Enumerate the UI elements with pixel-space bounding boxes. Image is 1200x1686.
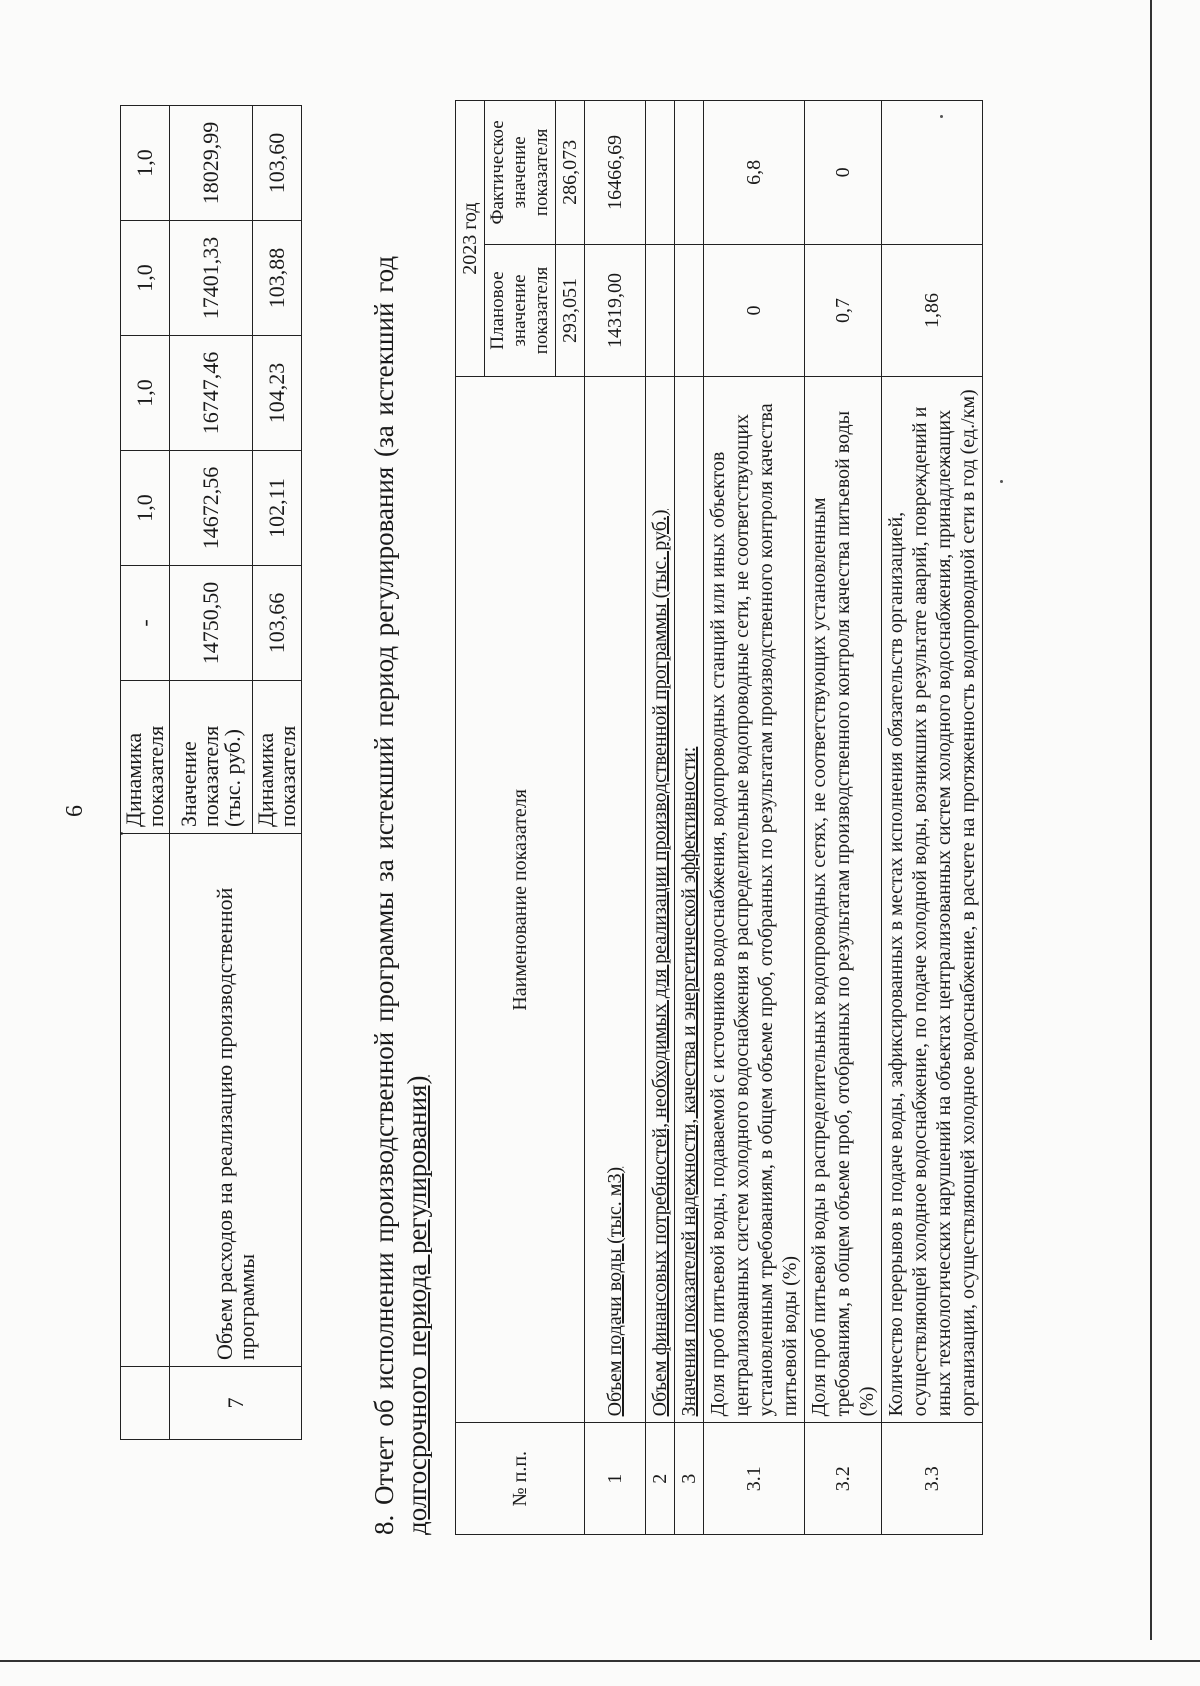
table-row — [882, 101, 983, 1535]
expense-value: 14672,56 — [170, 451, 253, 566]
table-header-row — [456, 101, 485, 1535]
value-label: Значение показателя (тыс. руб.) — [170, 681, 253, 834]
dynamics-value: - — [121, 566, 170, 681]
dynamics-label: Динамика показателя — [253, 681, 302, 834]
header-name: Наименование показателя — [456, 377, 585, 1423]
row-number: 1 — [585, 1423, 646, 1535]
section-title — [368, 115, 434, 1535]
fact-value — [646, 101, 675, 245]
dynamics-value: 1,0 — [121, 106, 170, 221]
fact-value: 286,073 — [556, 101, 585, 245]
scan-edge-right — [1150, 0, 1152, 1640]
expenses-table — [120, 105, 302, 1440]
dynamics-value: 103,60 — [253, 106, 302, 221]
header-plan: Плановое значение показателя — [485, 244, 556, 376]
fact-value — [675, 101, 704, 245]
expense-value: 14750,50 — [170, 566, 253, 681]
row-label: Объем расходов на реализацию производственной программы — [170, 834, 302, 1367]
row-name: Количество перерывов в подаче воды, зафиксированных в местах исполнения обязательств организацией, осуществляющей холодное водоснабжение, по подаче холодной воды, возникших в результате аварий, повреждений и иных технологических нарушений на объектах централизованных систем холодного водоснабжения, принадлежащих организации, осуществляющей холодное водоснабжение, в расчете на протяженность водопроводной сети в год (ед./км) — [882, 377, 983, 1423]
fact-value: 6,8 — [704, 101, 805, 245]
dynamics-label: Динамика показателя — [121, 681, 170, 834]
dynamics-value: 103,66 — [253, 566, 302, 681]
table-row — [121, 106, 170, 1440]
plan-value — [646, 244, 675, 376]
plan-value: 0 — [704, 244, 805, 376]
section-title-line2: долгосрочного периода регулирования) — [402, 1075, 432, 1535]
dynamics-value: 103,88 — [253, 221, 302, 336]
row-number: 3.3 — [882, 1423, 983, 1535]
plan-value: 14319,00 — [585, 244, 646, 376]
table-row — [704, 101, 805, 1535]
row-number: 3 — [675, 1423, 704, 1535]
row-name: Объем подачи воды (тыс. м3) — [585, 377, 646, 1423]
rotated-document — [50, 65, 1150, 1565]
dynamics-value: 102,11 — [253, 451, 302, 566]
table-row — [646, 101, 675, 1535]
row-number: 3.1 — [704, 1423, 805, 1535]
report-table — [455, 100, 983, 1535]
header-fact: Фактическое значение показателя — [485, 101, 556, 245]
row-name: Значения показателей надежности, качества и энергетической эффективности: — [675, 377, 704, 1423]
scan-edge-bottom — [0, 1660, 1200, 1662]
row-name: Доля проб питьевой воды в распределительных водопроводных сетях, не соответствующих установленным требованиям, в общем объеме проб, отобранных по результатам производственного контроля качества питьевой воды (%) — [805, 377, 882, 1423]
row-number: 7 — [170, 1367, 302, 1440]
expense-value: 18029,99 — [170, 106, 253, 221]
header-year: 2023 год — [456, 101, 485, 377]
plan-value: 1,86 — [882, 244, 983, 376]
dynamics-value: 104,23 — [253, 336, 302, 451]
fact-value — [882, 101, 983, 245]
plan-value — [675, 244, 704, 376]
expense-value: 16747,46 — [170, 336, 253, 451]
table-cell — [121, 1367, 170, 1440]
page-number: 6 — [62, 805, 88, 817]
row-name: Объем финансовых потребностей, необходимых для реализации производственной программы (тыс. руб.) — [646, 377, 675, 1423]
dynamics-value: 1,0 — [121, 451, 170, 566]
expense-value: 17401,33 — [170, 221, 253, 336]
row-number: 3.2 — [805, 1423, 882, 1535]
table-row — [170, 106, 253, 1440]
table-row — [805, 101, 882, 1535]
dynamics-value: 1,0 — [121, 221, 170, 336]
table-cell — [121, 834, 170, 1367]
fact-value: 0 — [805, 101, 882, 245]
fact-value: 16466,69 — [585, 101, 646, 245]
plan-value: 0,7 — [805, 244, 882, 376]
section-title-line1: 8. Отчет об исполнении производственной программы за истекший период регулирования (за истекший год — [369, 255, 399, 1535]
dynamics-value: 1,0 — [121, 336, 170, 451]
header-number: № п.п. — [456, 1423, 585, 1535]
plan-value: 293,051 — [556, 244, 585, 376]
table-row — [585, 101, 646, 1535]
row-name: Доля проб питьевой воды, подаваемой с источников водоснабжения, водопроводных станций или иных объектов централизованных систем холодного водоснабжения в распределительные водопроводные сети, не соответствующих установленным требованиям, в общем объеме проб, отобранных по результатам производственного контроля качества питьевой воды (%) — [704, 377, 805, 1423]
row-number: 2 — [646, 1423, 675, 1535]
table-row — [675, 101, 704, 1535]
